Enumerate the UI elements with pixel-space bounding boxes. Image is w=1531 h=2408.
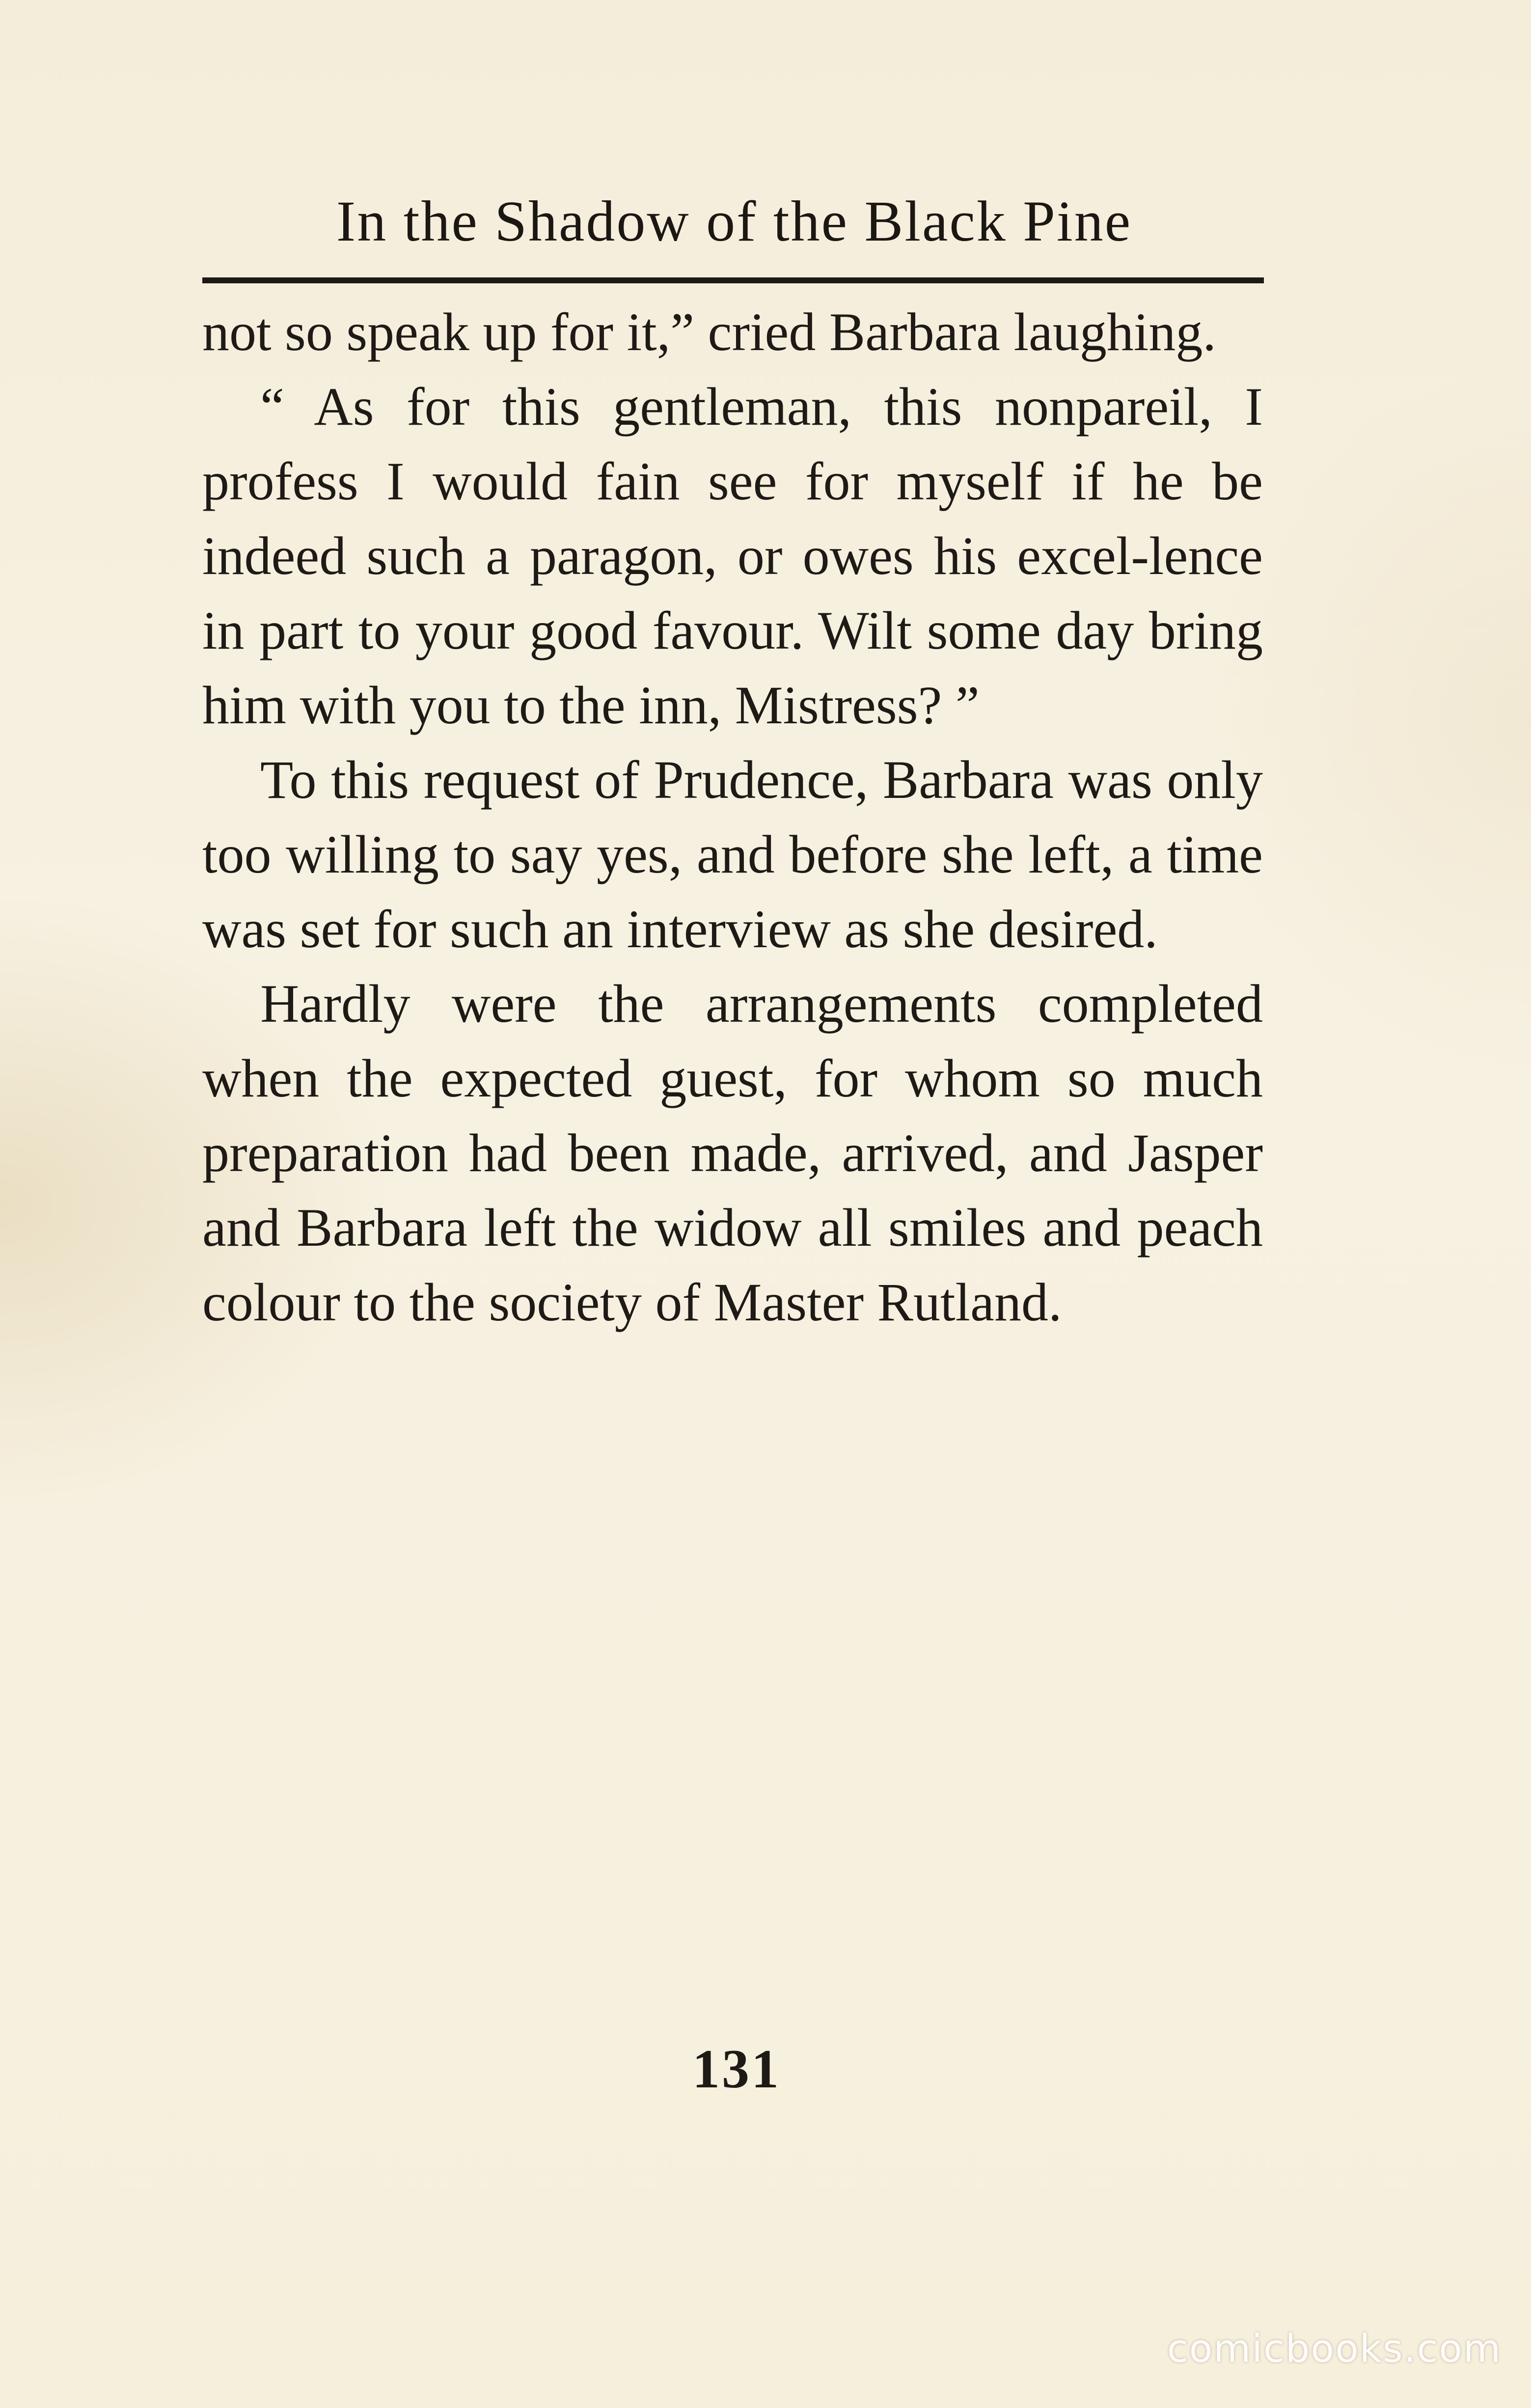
page-number: 131 <box>692 2039 781 2100</box>
paragraph-request: To this request of Prudence, Barbara was only too willing to say yes, and before she left, a time was set for such an interview as she desired. <box>202 750 1263 959</box>
header-rule <box>202 277 1264 283</box>
paragraph-guest-arrival: Hardly were the arrangements completed when the expected guest, for whom so much preparation had been made, arrived, and Jasper and Barbara left the widow all smiles and peach colour to the society of Master Rutland. <box>202 974 1263 1332</box>
watermark: comicbooks.com <box>1167 2327 1502 2371</box>
body-text <box>202 295 1263 1340</box>
paragraph-prudence-speech: “ As for this gentleman, this nonpareil, I profess I would fain see for myself if he be indeed such a paragon, or owes his excel-lence in part to your good favour. Wilt some day bring him with you to the inn, Mistress? ” <box>202 377 1263 735</box>
running-head: In the Shadow of the Black Pine <box>336 189 1132 253</box>
paragraph-continuation: not so speak up for it,” cried Barbara laughing. <box>202 302 1216 362</box>
